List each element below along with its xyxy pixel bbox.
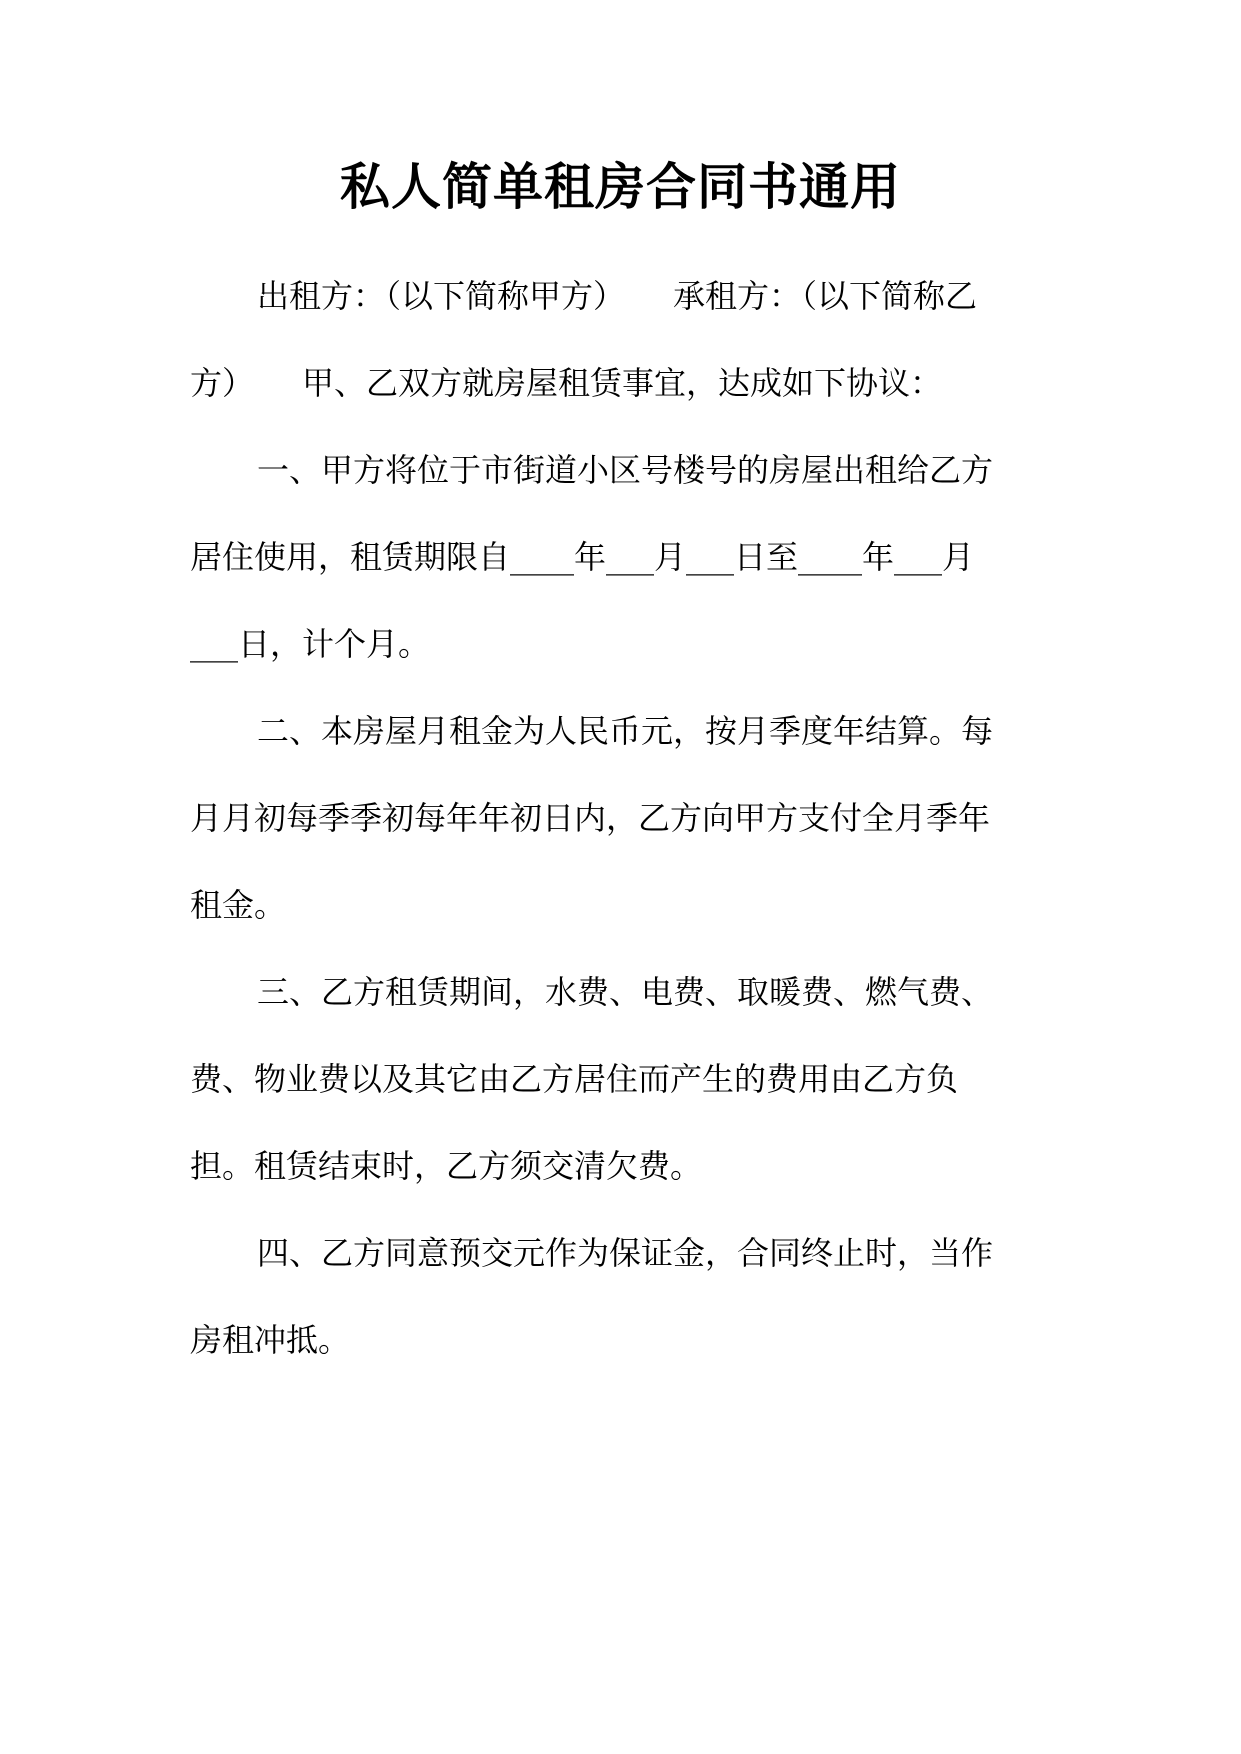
clause-4-line-1: 四、乙方同意预交元作为保证金，合同终止时，当作 <box>257 1234 994 1272</box>
clause-3-line-3: 担。租赁结束时，乙方须交清欠费。 <box>190 1147 703 1185</box>
paragraph-1-line-2: 方） 甲、乙双方就房屋租赁事宜，达成如下协议： <box>190 364 943 402</box>
clause-2-line-2: 月月初每季季初每年年初日内，乙方向甲方支付全月季年 <box>190 799 991 837</box>
clause-3-line-2: 费、物业费以及其它由乙方居住而产生的费用由乙方负 <box>190 1060 959 1098</box>
clause-2-line-3: 租金。 <box>190 886 287 924</box>
document-title: 私人简单租房合同书通用 <box>340 158 901 216</box>
clause-3-line-1: 三、乙方租赁期间，水费、电费、取暖费、燃气费、 <box>257 973 994 1011</box>
clause-1-line-2: 居住使用，租赁期限自____年___月___日至____年___月 <box>190 538 975 576</box>
clause-4-line-2: 房租冲抵。 <box>190 1321 351 1359</box>
clause-2-line-1: 二、本房屋月租金为人民币元，按月季度年结算。每 <box>257 712 994 750</box>
clause-1-line-1: 一、甲方将位于市街道小区号楼号的房屋出租给乙方 <box>257 451 994 489</box>
clause-1-line-3: ___日，计个月。 <box>190 625 431 663</box>
paragraph-1-line-1: 出租方：（以下简称甲方） 承租方：（以下简称乙 <box>257 277 978 315</box>
